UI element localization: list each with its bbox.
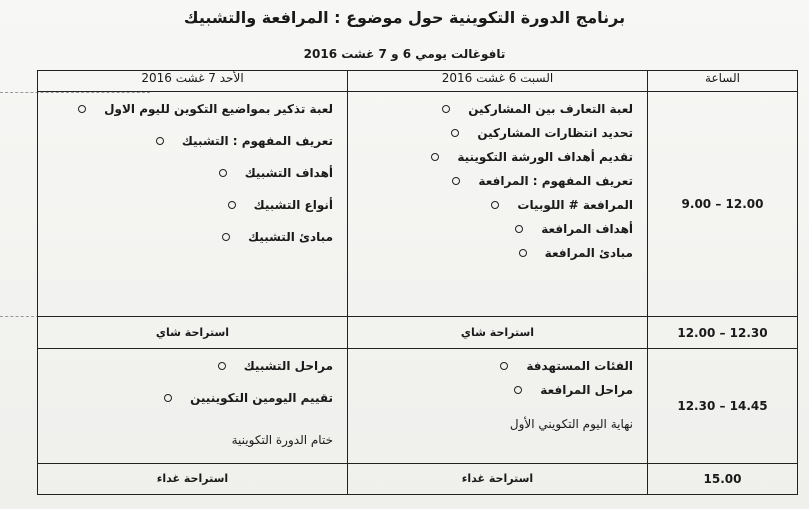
lunch-break-saturday: استراحة غداء <box>348 463 648 494</box>
bullet-icon <box>156 137 164 145</box>
bullet-icon <box>164 394 172 402</box>
bullet-icon <box>222 233 230 241</box>
lunch-break-sunday: استراحة غداء <box>38 463 348 494</box>
list-item: لعبة تذكير بمواضيع التكوين لليوم الاول <box>38 102 333 116</box>
time-cell: 12.30 – 14.45 <box>648 348 798 463</box>
day-end-note: نهاية اليوم التكويني الأول <box>509 416 633 431</box>
table-row <box>38 463 798 494</box>
saturday-cell <box>348 348 648 463</box>
time-cell: 15.00 <box>648 463 798 494</box>
program-table <box>37 70 798 495</box>
closing-note: ختام الدورة التكوينية <box>231 432 333 447</box>
bullet-icon <box>514 386 522 394</box>
bullet-icon <box>78 105 86 113</box>
header-saturday: السبت 6 غشت 2016 <box>348 71 648 92</box>
saturday-cell <box>348 91 648 317</box>
table-row <box>38 91 798 317</box>
bullet-icon <box>228 201 236 209</box>
document-title: برنامج الدورة التكوينية حول موضوع : المرافعة والتشبيك <box>183 8 626 27</box>
table-row <box>38 317 798 348</box>
tea-break-sunday: استراحة شاي <box>38 317 348 348</box>
list-item: مبادئ المرافعة <box>348 246 633 260</box>
bullet-icon <box>452 177 460 185</box>
bullet-icon <box>515 225 523 233</box>
list-item: مراحل المرافعة <box>348 383 633 397</box>
sunday-cell <box>38 348 348 463</box>
list-item: تعريف المفهوم : التشبيك <box>38 134 333 148</box>
bullet-icon <box>451 129 459 137</box>
list-item: أهداف التشبيك <box>38 166 333 180</box>
list-item: مراحل التشبيك <box>38 359 333 373</box>
time-cell: 9.00 – 12.00 <box>648 91 798 317</box>
list-item: مبادئ التشبيك <box>38 230 333 244</box>
bullet-icon <box>519 249 527 257</box>
time-cell: 12.00 – 12.30 <box>648 317 798 348</box>
tea-break-saturday: استراحة شاي <box>348 317 648 348</box>
header-time: الساعة <box>648 71 798 92</box>
bullet-icon <box>442 105 450 113</box>
list-item: تحديد انتظارات المشاركين <box>348 126 633 140</box>
list-item: الفئات المستهدفة <box>348 359 633 373</box>
list-item: تعريف المفهوم : المرافعة <box>348 174 633 188</box>
bullet-icon <box>500 362 508 370</box>
bullet-icon <box>219 169 227 177</box>
list-item: المرافعة # اللوبيات <box>348 198 633 212</box>
list-item: تقييم اليومين التكوينيين <box>38 391 333 405</box>
sunday-cell <box>38 91 348 317</box>
bullet-icon <box>218 362 226 370</box>
table-row <box>38 348 798 463</box>
list-item: تقديم أهداف الورشة التكوينية <box>348 150 633 164</box>
bullet-icon <box>491 201 499 209</box>
header-sunday: الأحد 7 غشت 2016 <box>38 71 348 92</box>
list-item: لعبة التعارف بين المشاركين <box>348 102 633 116</box>
list-item: أنواع التشبيك <box>38 198 333 212</box>
table-header-row <box>38 71 798 92</box>
list-item: أهداف المرافعة <box>348 222 633 236</box>
bullet-icon <box>431 153 439 161</box>
document-subtitle: تافوغالت يومي 6 و 7 غشت 2016 <box>303 47 506 61</box>
